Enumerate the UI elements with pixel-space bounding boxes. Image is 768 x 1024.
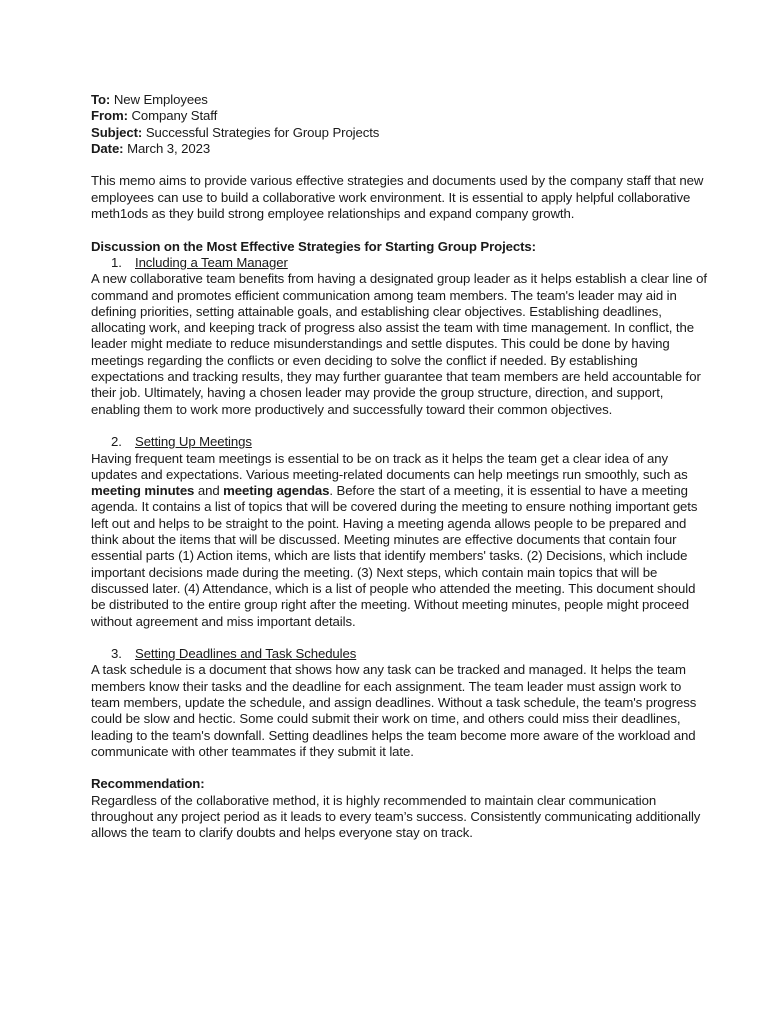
spacer — [91, 222, 708, 238]
section-3-heading — [91, 646, 708, 662]
date-value: March 3, 2023 — [127, 140, 211, 156]
section-2-body-part2: . Before the start of a meeting, it is essential to have a meeting agenda. It contains a list of topics that will be covered during the meeting to ensure nothing important gets left out and helps to be straight to the point. Having a meeting agenda allows people to be prepared and think about the items that will be discussed. Meeting minutes are effective documents that contain four essential parts (1) Action items, which are lists that identify members' tasks. (2) Decisions, which include important decisions made during the meeting. (3) Next steps, which contain main topics that will be discussed later. (4) Attendance, which is a list of people who attended the meeting. This document should be distributed to the entire group right after the meeting. Without meeting minutes, people might proceed without agreement and miss important details. — [91, 483, 698, 629]
section-2-body-and: and — [194, 483, 224, 499]
date-line — [91, 141, 708, 157]
section-3-number: 3. — [111, 646, 122, 662]
to-value: New Employees — [113, 92, 208, 107]
discussion-title: Discussion on the Most Effective Strategies for Starting Group Projects: — [91, 238, 536, 254]
to-label: To: — [91, 92, 111, 107]
date-label: Date: — [91, 140, 124, 156]
meeting-minutes-term: meeting minutes — [91, 483, 195, 499]
subject-value: Successful Strategies for Group Projects — [145, 124, 380, 140]
recommendation-body: Regardless of the collaborative method, it is highly recommended to maintain clear communication throughout any project period as it leads to every team’s success. Consistently communicating additionally allows the team to clarify doubts and helps everyone stay on track. — [91, 792, 701, 841]
section-1-number: 1. — [111, 254, 122, 270]
spacer — [91, 157, 708, 173]
recommendation-title: Recommendation: — [91, 776, 205, 792]
section-2-title: Setting Up Meetings — [135, 434, 252, 450]
section-2-number: 2. — [111, 434, 122, 450]
subject-line — [91, 125, 708, 141]
section-3-body: A task schedule is a document that shows how any task can be tracked and managed. It helps the team members know their tasks and the deadline for each assignment. The team leader must assign work to team members, update the schedule, and assign deadlines. Without a task schedule, the team's progress could be slow and hectic. Some could submit their work on time, and others could miss their deadlines, leading to the team's downfall. Setting deadlines helps the team become more aware of the workload and communicate with other teammates if they submit it late. — [91, 662, 697, 759]
spacer — [91, 760, 708, 776]
section-1-heading — [91, 255, 708, 271]
to-line — [91, 92, 708, 108]
spacer — [91, 630, 708, 646]
section-1-body: A new collaborative team benefits from having a designated group leader as it helps establish a clear line of command and promotes efficient communication among team members. The team's leader may aid in defining priorities, setting attainable goals, and establishing clear objectives. Establishing deadlines, allocating work, and keeping track of progress also assist the team with time management. In conflict, the leader might mediate to reduce misunderstandings and settle disputes. This could be done by having meetings regarding the conflicts or even deciding to solve the conflict if needed. By establishing expectations and tracking results, they may further guarantee that team members are held accountable for their job. Ultimately, having a chosen leader may provide the group structure, direction, and support, enabling them to work more productively and successfully toward their common objectives. — [91, 271, 707, 417]
from-line — [91, 108, 708, 124]
memo-header — [91, 92, 708, 157]
from-value: Company Staff — [131, 108, 218, 124]
section-2-body — [91, 451, 708, 630]
spacer — [91, 418, 708, 434]
section-2-heading — [91, 434, 708, 450]
section-1-title: Including a Team Manager — [135, 254, 288, 270]
section-2-body-part1: Having frequent team meetings is essential to be on track as it helps the team get a clear idea of any updates and expectations. Various meeting-related documents can help meetings run smoothly, such as — [91, 450, 688, 482]
section-3-title: Setting Deadlines and Task Schedules — [135, 646, 357, 662]
intro-paragraph: This memo aims to provide various effective strategies and documents used by the company staff that new employees can use to build a collaborative work environment. It is essential to apply helpful collaborative meth1ods as they build strong employee relationships and expand company growth. — [91, 173, 704, 222]
meeting-agendas-term: meeting agendas — [223, 483, 330, 499]
from-label: From: — [91, 108, 128, 124]
subject-label: Subject: — [91, 124, 143, 140]
